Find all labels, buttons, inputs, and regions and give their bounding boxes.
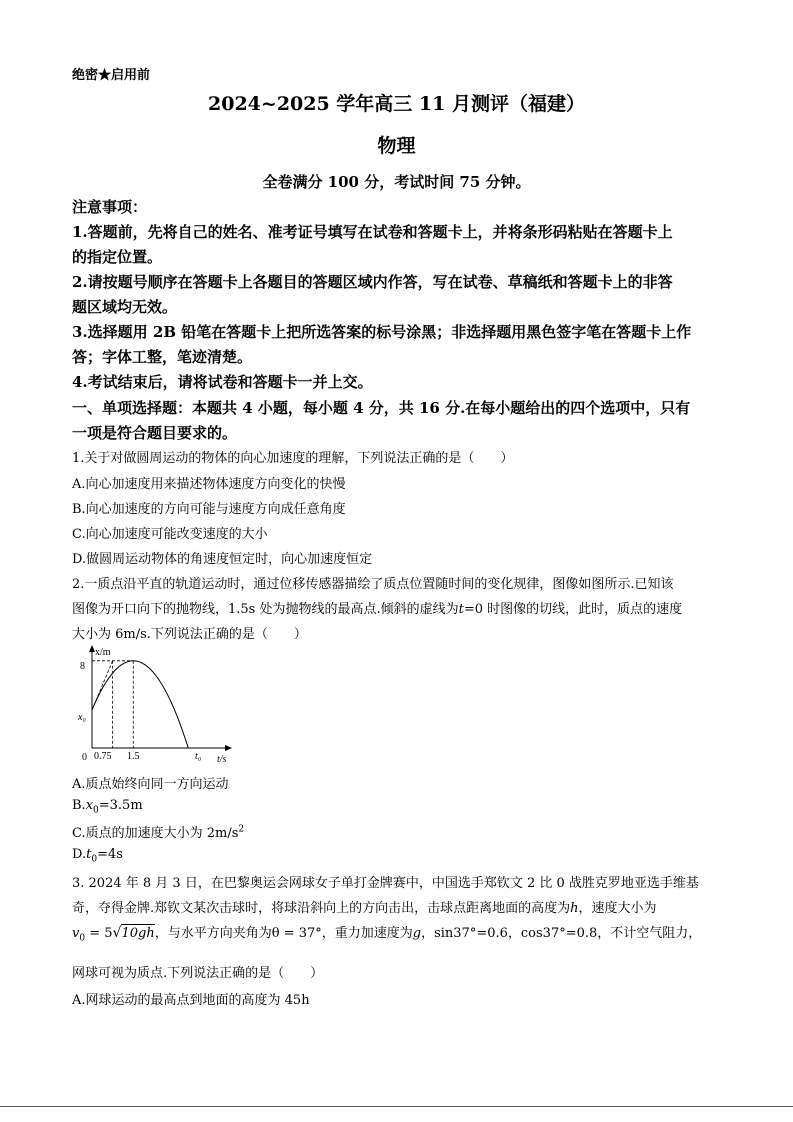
position-time-graph: [72, 642, 242, 767]
x-tick-0.75: 0.75: [94, 751, 112, 762]
question-1-option-b: B.向心加速度的方向可能与速度方向成任意角度: [72, 502, 346, 517]
y-tick-8: 8: [80, 661, 85, 672]
origin-label: 0: [82, 752, 87, 763]
velocity-formula: $v_0 = 5√10gh$: [72, 925, 155, 944]
question-1-option-d: D.做圆周运动物体的角速度恒定时，向心加速度恒定: [72, 552, 373, 567]
section-1-line-2: 一项是符合题目要求的。: [72, 424, 238, 442]
question-1-stem: 1.关于对做圆周运动的物体的向心加速度的理解，下列说法正确的是（ ）: [72, 451, 514, 466]
question-2-line-1: 2.一质点沿平直的轨道运动时，通过位移传感器描绘了质点位置随时间的变化规律，图像如图所示.已知该: [72, 577, 674, 592]
secret-mark: 绝密★启用前: [72, 68, 151, 83]
question-3-line-4: 网球可视为质点.下列说法正确的是（ ）: [72, 966, 324, 981]
y-axis-label: x/m: [95, 647, 111, 658]
note-4: 4.考试结束后，请将试卷和答题卡一并上交。: [72, 373, 373, 391]
question-3-line-3: $v_0 = 5√10gh$，与水平方向夹角为θ = 37°，重力加速度为g，sin37°=0.6，cos37°=0.8，不计空气阻力，: [72, 925, 702, 944]
note-3-line-1: 3.选择题用 2B 铅笔在答题卡上把所选答案的标号涂黑；非选择题用黑色签字笔在答题卡上作: [72, 323, 692, 341]
exam-title: 2024~2025 学年高三 11 月测评（福建）: [208, 93, 585, 115]
note-1-line-2: 的指定位置。: [72, 248, 163, 266]
question-2-line-2: 图像为开口向下的抛物线，1.5s 处为抛物线的最高点.倾斜的虚线为t=0 时图像的切线，此时，质点的速度: [72, 602, 683, 617]
note-1-line-1: 1.答题前，先将自己的姓名、准考证号填写在试卷和答题卡上，并将条形码粘贴在答题卡上: [72, 223, 673, 241]
exam-info: 全卷满分 100 分，考试时间 75 分钟。: [262, 173, 531, 191]
question-3-option-a: A.网球运动的最高点到地面的高度为 45h: [72, 993, 310, 1008]
note-2-line-2: 题区域均无效。: [72, 298, 178, 316]
x-tick-t0: t₀: [195, 751, 202, 762]
question-3-line-1: 3. 2024 年 8 月 3 日，在巴黎奥运会网球女子单打金牌赛中，中国选手郑钦文 2 比 0 战胜克罗地亚选手维基: [72, 876, 699, 891]
question-3-line-2: 奇，夺得金牌.郑钦文某次击球时，将球沿斜向上的方向击出，击球点距离地面的高度为h，速度大小为: [72, 901, 657, 916]
x-axis-arrow: [225, 745, 232, 751]
notes-heading: 注意事项：: [72, 198, 148, 216]
question-2-line-3: 大小为 6m/s.下列说法正确的是（ ）: [72, 627, 307, 642]
question-2-option-b: $B.x_0=3.5m$: [72, 798, 143, 816]
note-2-line-1: 2.请按题号顺序在答题卡上各题目的答题区域内作答，写在试卷、草稿纸和答题卡上的非答: [72, 273, 673, 291]
question-1-option-c: C.向心加速度可能改变速度的大小: [72, 527, 268, 542]
page-bottom-rule: [0, 1106, 793, 1107]
angle-formula: θ = 37°: [271, 926, 322, 941]
subject-title: 物理: [377, 135, 416, 157]
x-axis-label: t/s: [217, 754, 227, 765]
x-tick-1.5: 1.5: [127, 751, 140, 762]
question-2-option-a: A.质点始终向同一方向运动: [72, 777, 229, 792]
parabola-curve: [92, 661, 202, 748]
note-3-line-2: 答；字体工整，笔迹清楚。: [72, 348, 253, 366]
question-2-option-d: $D.t_0=4s$: [72, 847, 123, 865]
question-2-option-c: C.质点的加速度大小为 $2m/s^2$: [72, 824, 245, 841]
section-1-line-1: 一、单项选择题：本题共 4 小题，每小题 4 分，共 16 分.在每小题给出的四个选项中，只有: [72, 399, 691, 417]
question-1-option-a: A.向心加速度用来描述物体速度方向变化的快慢: [72, 477, 346, 492]
y-tick-x0: x₀: [78, 712, 86, 723]
